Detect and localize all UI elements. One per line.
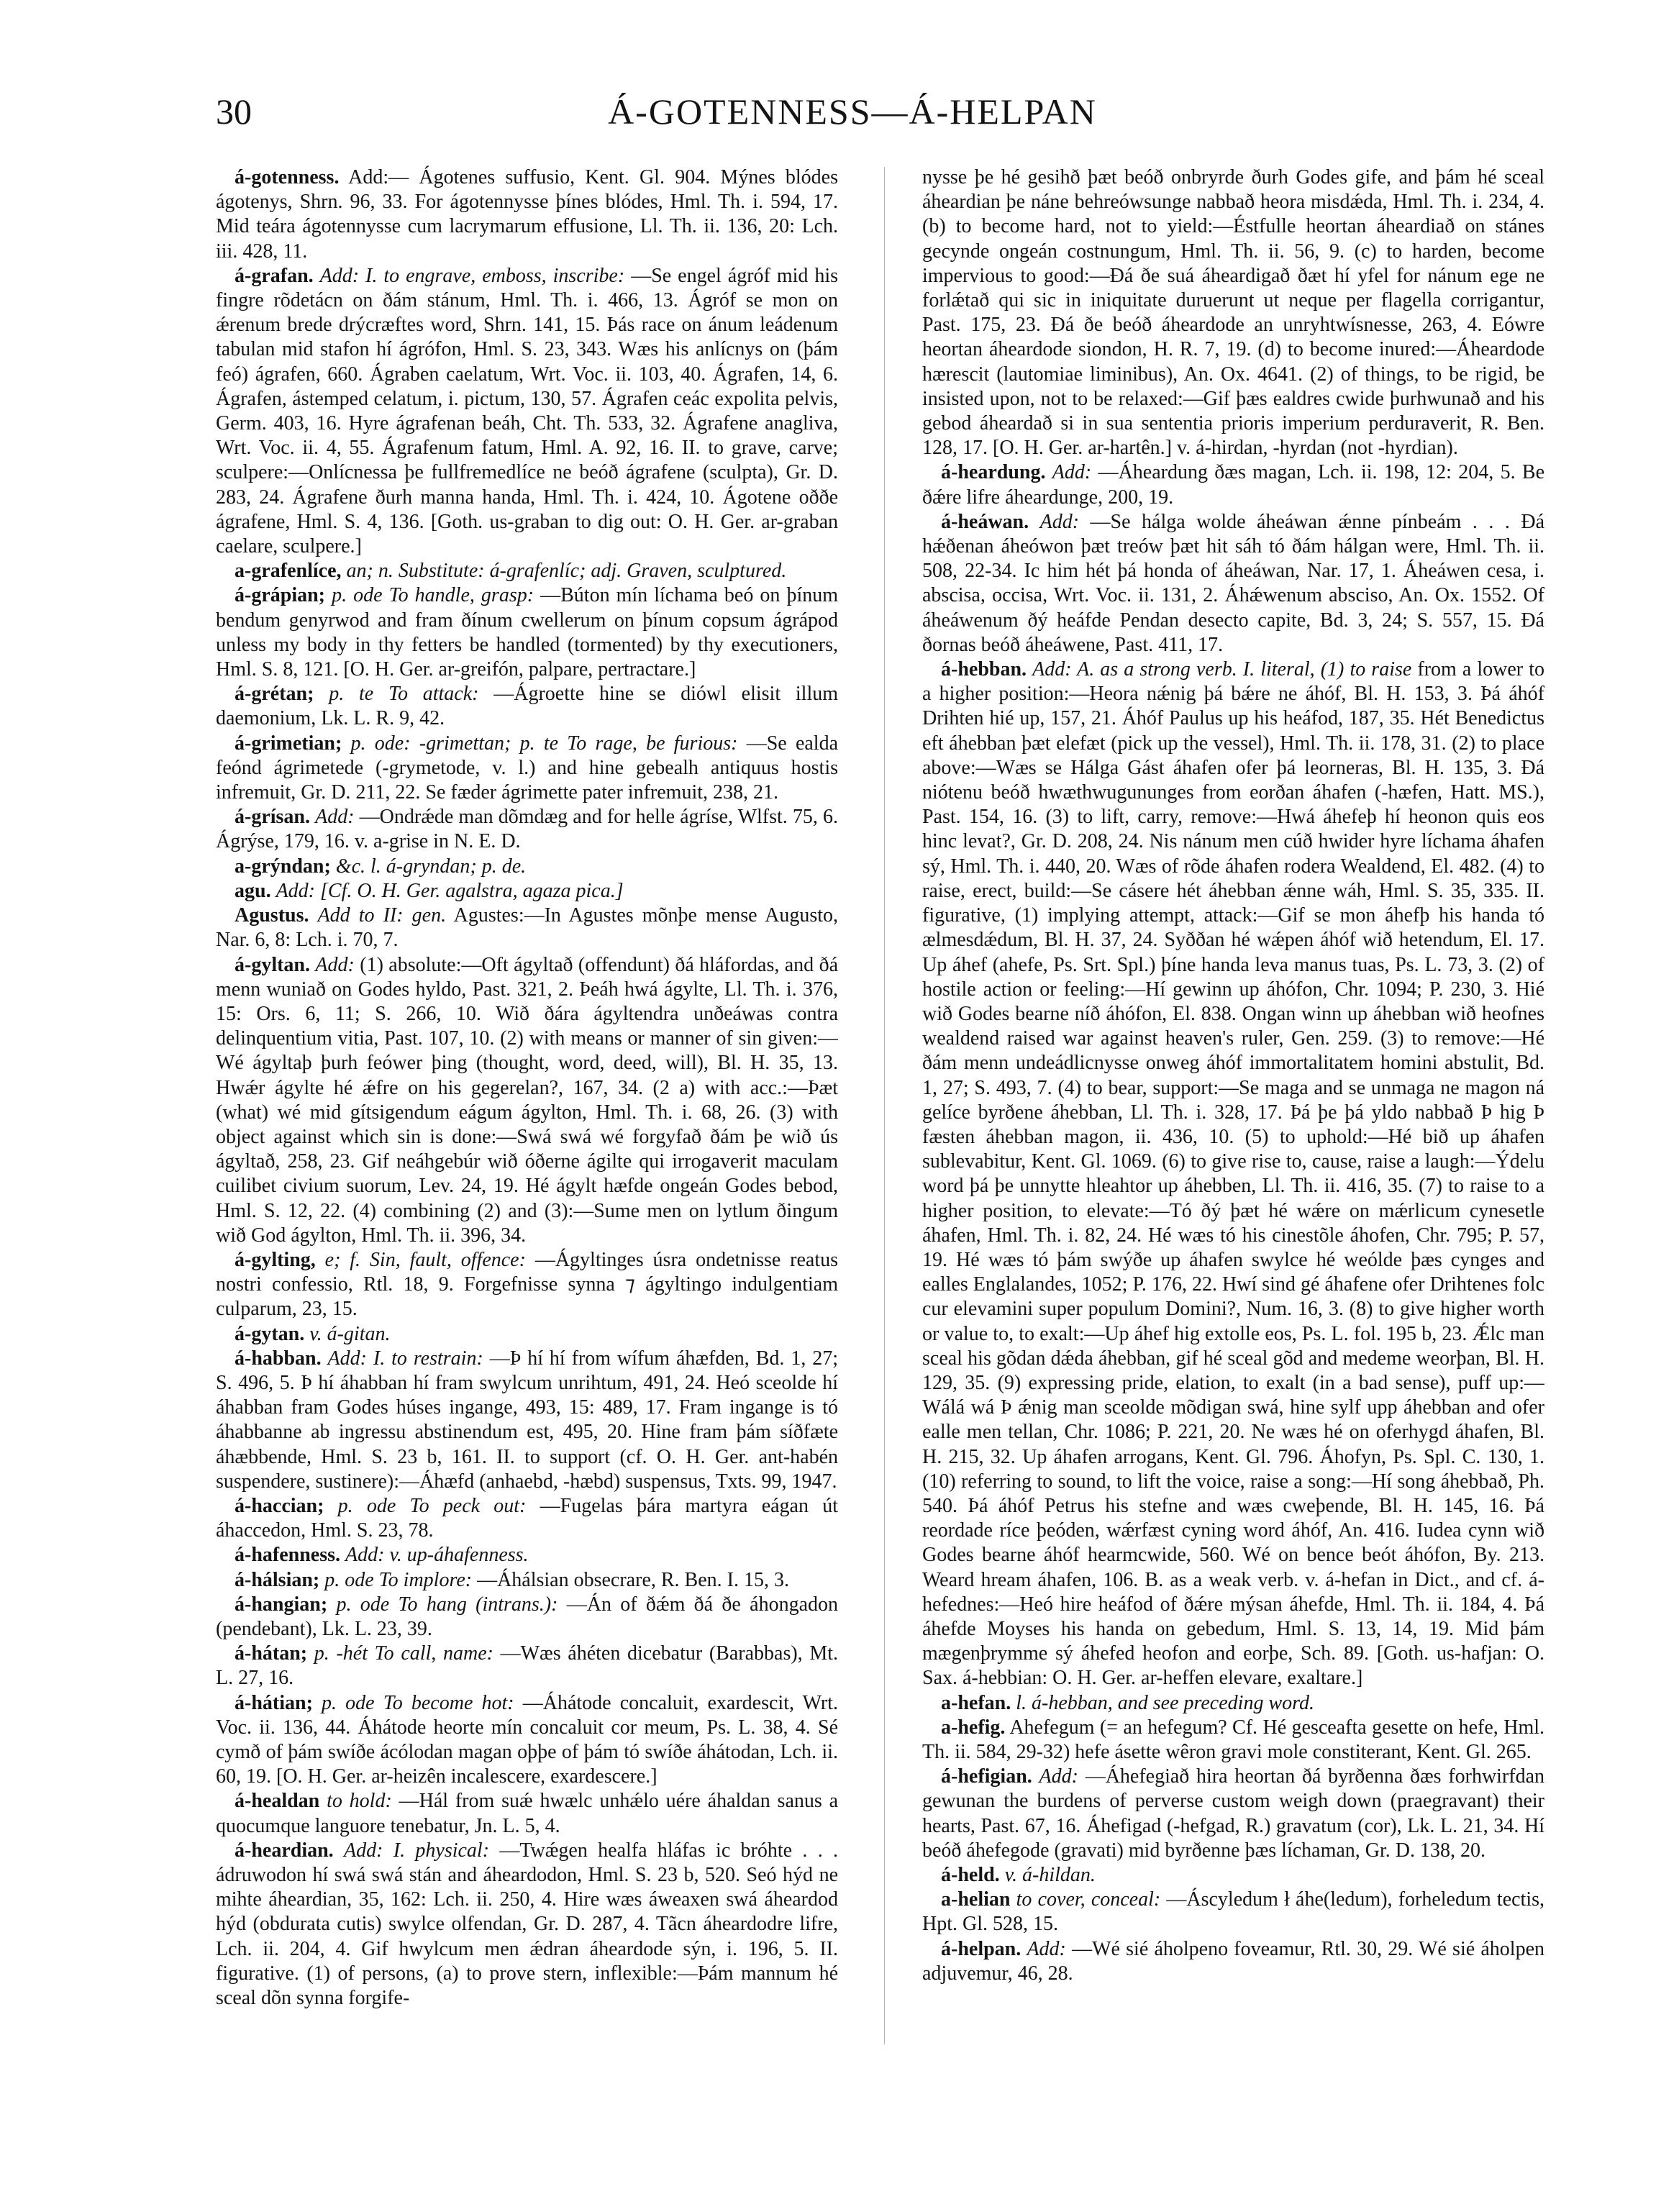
entry-headword: a-grýndan; (235, 855, 331, 878)
page-header (216, 91, 1489, 141)
entry-sense: Add to II: gen. (317, 904, 447, 927)
entry-text: —Twǽgen healfa hláfas ic bróhte . . . ádruwodon hí swá swá stán and áheardodon, Hml. S. 23 b, 520. Seó hýd ne mihte áheardian, 35, 162: Lch. ii. 250, 4. Hire wæs áweaxen swá áheardod hýd (obdurata cutis) swylce olfendan, Gr. D. 287, 4. Tãcn áheardodre lifre, Lch. ii. 204, 4. Gif hwylcum men ǽdran áheardode sýn, i. 196, 5. II. figurative. (1) of persons, (a) to prove stern, inflexible:—Þám mannum hé sceal dõn synna forgife- (216, 1839, 838, 2010)
entry-headword: á-grafan. (235, 264, 314, 287)
entry-sense: Add: (1039, 510, 1080, 533)
entry-sense: Add: (315, 806, 355, 829)
dictionary-entry (216, 1347, 838, 1494)
dictionary-entry (922, 510, 1544, 657)
entry-text: —Se ealda feónd ágrimetede (-grymetode, v. l.) and hine gebealh antiquus hostis infremuit, Gr. D. 211, 22. Se fæder ágrimette pater infremuit, 238, 21. (216, 732, 838, 804)
entry-text: —Áhátode concaluit, exardescit, Wrt. Voc. ii. 136, 44. Áhátode heorte mín concaluit cor meum, Ps. L. 38, 4. Sé cymð of þám swíðe ácólodan magan oþþe of þám tó swíðe áhátodan, Lch. ii. 60, 19. [O. H. Ger. ar-heizên incalescere, exardescere.] (216, 1691, 838, 1788)
entry-sense: Add: [Cf. O. H. Ger. agalstra, agaza pica.] (276, 879, 624, 902)
entry-headword: á-gyltan. (235, 953, 310, 976)
entry-headword: a-grafenlíce, (235, 560, 342, 583)
left-column (216, 165, 838, 2165)
entry-text: Ahefegum (= an hefegum? Cf. Hé gesceafta gesette on hefe, Hml. Th. ii. 584, 29-32) hefe ásette wêron gravi mole constiterant, Kent. Gl. 265. (922, 1716, 1544, 1763)
entry-text: from a lower to a higher position:—Heora nǽnig þá bǽre ne áhóf, Bl. H. 153, 3. Þá áhóf Drihten hié up, 157, 21. Áhóf Paulus up his heáfod, 187, 35. Hét Benedictus eft áhebban þæt elefæt (pick up the vessel), Hml. Th. ii. 178, 31. (2) to place above:—Wæs se Hálga Gást áhafen ofer þá leorneras, Bl. H. 135, 3. Ðá niótenu beóð hwæthwugununges from eorðan áhafen (-hæfen, Hatt. MS.), Past. 154, 16. (3) to lift, carry, remove:—Hwá áhefeþ hí heonon quis eos hinc levat?, Gr. D. 208, 24. Nis nánum men cúð hwider hyre líchama áhafen sý, Hml. Th. i. 440, 20. Wæs of rõde áhafen rodera Wealdend, El. 482. (4) to raise, erect, build:—Se cásere hét áhebban ǽnne wáh, Hml. S. 35, 335. II. figurative, (1) implying attempt, attack:—Gif se mon áhefþ his handa tó ælmesdǽdum, Bl. H. 37, 24. Syððan hé wǽpen áhóf wið hetendum, El. 17. Up áhef (ahefe, Ps. Srt. Spl.) þíne handa leva manus tuas, Ps. L. 73, 3. (2) of hostile action or feeling:—Hí gewinn up áhófon, Chr. 1094; P. 230, 3. Hié wið Godes bearne níð áhófon, El. 838. Ongan winn up áhebban wið heofnes wealdend raised war against heaven's ruler, Gen. 259. (3) to remove:—Hé ðám menn undeádlicnysse onweg áhóf immortalitatem homini abstulit, Bd. 1, 27; S. 493, 7. (4) to bear, support:—Se maga and se unmaga ne magon ná gelíce byrðene áhebban, Ll. Th. i. 328, 17. Þá þe þá yldo nabbað Þ hig Þ fæsten áhebban magon, ii. 436, 10. (5) to uphold:—Hé bið up áhafen sublevabitur, Kent. Gl. 1069. (6) to give rise to, cause, raise a laugh:—Ýdelu word þá þe unnytte hleahtor up áhebben, Ll. Th. ii. 416, 35. (7) to raise to a higher position, to elevate:—Tó ðý þæt hé wǽre on mǽrlicum cynesetle áhafen, Hml. Th. i. 82, 24. Hé wæs tó his cinestõle áhofen, Chr. 795; P. 57, 19. Hé wæs tó þám swýðe up áhafen swylce hé weólde þæs cynges and ealles Englalandes, 1052; P. 176, 22. Hwí sind gé áhafene ofer Drihtenes folc cur elevamini super populum Domini?, Num. 16, 3. (8) to give higher worth or value to, to exalt:—Up áhef hig extolle eos, Ps. L. fol. 195 b, 23. Ǽlc man sceal his gõdan dǽda áhebban, gif hé sceal gõd and medeme weorþan, Bl. H. 129, 35. (9) expressing pride, elation, to exalt (in a bad sense), puff up:—Wálá wá Þ ǽnig man sceolde mõdigan swá, hine sylf upp áhebban and ofer ealle men tellan, Chr. 1086; P. 221, 20. Ne wæs hé on oferhygd áhafen, Bl. H. 215, 32. Up áhafen arrogans, Kent. Gl. 796. Áhofyn, Ps. Spl. C. 130, 1. (10) referring to sound, to lift the voice, raise a song:—Hí song áhebbað, Ph. 540. Þá áhóf Petrus his stefne and wæs cweþende, Bl. H. 145, 16. Þá reordade ríce þeóden, wǽrfæst cyning word áhóf, An. 416. Iudea cynn wið Godes bearne áhóf hearmcwide, 560. Wé on bence beót áhófon, By. 213. Weard hream áhafen, 106. B. as a weak verb. v. á-hefan in Dict., and cf. á-hefednes:—Heó hire heáfod of ðǽre mýsan áhefde, Hml. Th. ii. 184, 4. Þá áhefde Moyses his handa on gebedum, Hml. S. 13, 14, 19. Mid þám mægenþrymme sý áhefed heofon and eorþe, Sch. 89. [Goth. us-hafjan: O. Sax. á-hebbian: O. H. Ger. ar-heffen elevare, exaltare.] (922, 658, 1544, 1690)
page-number: 30 (216, 91, 252, 132)
entry-headword: a-hefig. (941, 1716, 1006, 1739)
entry-text: —Án of ðǽm ðá ðe áhongadon (pendebant), Lk. L. 23, 39. (216, 1593, 838, 1640)
dictionary-entry (216, 1642, 838, 1690)
dictionary-entry (216, 904, 838, 952)
dictionary-entry (922, 1937, 1544, 1986)
entry-headword: á-hátian; (235, 1691, 313, 1714)
entry-text: Agustes:—In Agustes mõnþe mense Augusto, Nar. 6, 8: Lch. i. 70, 7. (216, 904, 838, 952)
entry-text: —Se hálga wolde áheáwan ǽnne pínbeám . . . Ðá hǽðenan áheówon þæt treów þæt hit sáh tó ðám hálgan were, Hml. Th. ii. 508, 22-34. Ic him hét þá honda of áheáwan, Nar. 17, 1. Áheáwen cesa, i. abscisa, occisa, Wrt. Voc. ii. 131, 2. Áhǽwenum absciso, An. Ox. 1552. Of áheáwenum ðý heáfde Pendan desecto capite, Bd. 3, 24; S. 557, 15. Ðá ðornas beóð áheáwene, Past. 411, 17. (922, 510, 1544, 656)
dictionary-entry (216, 1839, 838, 2011)
entry-sense: an; n. Substitute: á-grafenlíc; adj. Graven, sculptured. (346, 560, 787, 583)
entry-sense: p. ode To handle, grasp: (332, 584, 534, 607)
entry-headword: á-gylting, (235, 1248, 316, 1271)
entry-headword: á-grísan. (235, 806, 310, 829)
dictionary-entry (216, 1543, 838, 1567)
entry-text: —Se engel ágróf mid his fingre rõdetácn on ðám stánum, Hml. Th. i. 466, 13. Ágróf se mon on ǽrenum brede drýcræftes word, Shrn. 141, 15. Þás race on ánum leádenum tabulan mid stafon hí ágrófon, Hml. S. 23, 343. Wæs his anlícnys on (þám feó) ágrafen, 660. Ágraben caelatum, Wrt. Voc. ii. 103, 40. Ágrafen, 14, 6. Ágrafen, ástemped celatum, i. pictum, 130, 57. Ágrafen ceác expolita pelvis, Germ. 403, 16. Hyre ágrafenan beáh, Cht. Th. 533, 32. Ágrafene anagliva, Wrt. Voc. ii. 4, 55. Ágrafenum fatum, Hml. A. 92, 16. II. to grave, carve; sculpere:—Onlícnessa þe fullfremedlíce ne beóð ágrafene (sculpta), Gr. D. 283, 24. Ágrafene ðurh manna handa, Hml. Th. i. 424, 10. Ágotene oððe ágrafene, Hml. S. 4, 136. [Goth. us-graban to dig out: O. H. Ger. ar-graban caelare, sculpere.] (216, 264, 838, 558)
entry-sense: Add: A. as a strong verb. I. literal, (1) to raise (1032, 658, 1412, 681)
entry-text: —Þ hí hí from wífum áhæfden, Bd. 1, 27; S. 496, 5. Þ hí áhabban hí fram swylcum unrihtum, 491, 24. Heó sceolde hí áhabban fram Godes húses ingange, 493, 15: 489, 17. Fram ingange is tó áhabbanne ab ingressu abstinendum est, 495, 20. Hine fram þám síðfæte áhæbbende, Hml. S. 23 b, 161. II. to support (cf. O. H. Ger. ant-habén suspendere, sustinere):—Áhæfd (anhaebd, -hæbd) suspensus, Txts. 99, 1947. (216, 1347, 838, 1493)
dictionary-entry (922, 460, 1544, 509)
dictionary-entry (922, 1765, 1544, 1863)
entry-sense: Add: I. to restrain: (327, 1347, 483, 1370)
entry-sense: v. á-gitan. (309, 1322, 391, 1345)
entry-sense: Add: v. up-áhafenness. (345, 1544, 529, 1567)
dictionary-entry (216, 953, 838, 1248)
entry-headword: á-hefigian. (941, 1765, 1032, 1788)
entry-sense: v. á-hildan. (1004, 1864, 1096, 1887)
entry-text: —Wé sié áholpeno foveamur, Rtl. 30, 29. Wé sié áholpen adjuvemur, 46, 28. (922, 1937, 1544, 1985)
entry-headword: agu. (235, 879, 271, 902)
entry-sense: p. ode To implore: (324, 1568, 473, 1591)
entry-headword: á-held. (941, 1864, 1000, 1887)
dictionary-entry (216, 732, 838, 806)
entry-headword: á-gytan. (235, 1322, 305, 1345)
entry-sense: to hold: (327, 1790, 392, 1813)
entry-sense: Add: (1039, 1765, 1078, 1788)
dictionary-entry (922, 1716, 1544, 1765)
entry-headword: a-hefan. (941, 1691, 1011, 1714)
entry-text: —Ágyltinges úsra ondetnisse reatus nostri confessio, Rtl. 18, 9. Forgefnisse synna ⁊ ágyltingo indulgentiam culparum, 23, 15. (216, 1248, 838, 1321)
dictionary-entry (216, 583, 838, 682)
dictionary-entry (216, 879, 838, 904)
entry-sense: p. -hét To call, name: (314, 1642, 493, 1665)
entry-sense: Add: (315, 953, 355, 976)
entry-sense: Add: (1052, 461, 1092, 484)
entry-headword: á-grápian; (235, 584, 325, 607)
entry-headword: á-grétan; (235, 683, 314, 706)
entry-headword: á-hebban. (941, 658, 1027, 681)
dictionary-entry (216, 1789, 838, 1838)
entry-headword: á-gotenness. (235, 166, 340, 188)
dictionary-entry (216, 805, 838, 854)
entry-sense: p. ode To hang (intrans.): (336, 1593, 558, 1616)
dictionary-entry (216, 165, 838, 264)
entry-text: Add:— Ágotenes suffusio, Kent. Gl. 904. Mýnes blódes ágotenys, Shrn. 96, 33. For ágotennysse þínes blódes, Hml. Th. i. 594, 17. Mid teára ágotennysse cum lacrymarum effusione, Ll. Th. ii. 136, 20: Lch. iii. 428, 11. (216, 166, 838, 263)
entry-text: (1) absolute:—Oft ágyltað (offendunt) ðá hláfordas, and ðá menn wuniað on Godes hyldo, Past. 321, 2. Þeáh hwá ágylte, Ll. Th. i. 376, 15: Ors. 6, 11; S. 266, 10. Wið ðára ágyltendra unðeáwas contra delinquentium vitia, Past. 107, 10. (2) with means or manner of sin given:—Wé ágyltaþ þurh feówer þing (thought, word, deed, will), Bl. H. 35, 13. Hwǽr ágylte hé ǽfre on his gegerelan?, 167, 34. (2 a) with acc.:—Þæt (what) wé mid gítsigendum eágum ágylton, Hml. Th. i. 68, 26. (3) with object against which sin is done:—Swá swá wé forgyfað ðám þe wið ús ágyltað, 258, 23. Gif neáhgebúr wið óðerne ágilte qui irrogaverit maculam cuilibet civium suorum, Lev. 24, 19. Hé ágylt hæfde ongeán Godes bebod, Hml. S. 12, 22. (4) combining (2) and (3):—Sume men on lytlum ðingum wið God ágylton, Hml. Th. ii. 396, 34. (216, 953, 838, 1247)
entry-sense: to cover, conceal: (1016, 1888, 1161, 1911)
dictionary-entry (216, 559, 838, 583)
entry-sense: p. te To attack: (329, 683, 479, 706)
entry-sense: e; f. Sin, fault, offence: (324, 1248, 526, 1271)
dictionary-entry (922, 657, 1544, 1691)
dictionary-entry (216, 1593, 838, 1642)
dictionary-entry (922, 1691, 1544, 1716)
entry-headword: á-heardung. (941, 461, 1046, 484)
dictionary-entry (216, 1248, 838, 1322)
entry-headword: á-hálsian; (235, 1568, 320, 1591)
entry-text: —Áhefegiað hira heortan ðá byrðenna ðæs forhwirfdan gewunan the burdens of perverse custom weigh down (praegravant) their hearts, Past. 67, 16. Áhefigad (-hefgad, R.) gravatum (cor), Lk. L. 21, 34. Hí beóð áhefegode (gravati) mid byrðenne þæs líchaman, Gr. D. 138, 20. (922, 1765, 1544, 1862)
entry-headword: á-hangian; (235, 1593, 328, 1616)
entry-sense: &c. l. á-gryndan; p. de. (335, 855, 527, 878)
entry-text: —Fugelas þára martyra eágan út áhaccedon, Hml. S. 23, 78. (216, 1494, 838, 1542)
entry-text: —Ágroette hine se diówl elisit illum daemonium, Lk. L. R. 9, 42. (216, 683, 838, 730)
dictionary-entry (922, 1863, 1544, 1888)
dictionary-entry (216, 1494, 838, 1543)
entry-headword: á-hafenness. (235, 1544, 341, 1567)
dictionary-entry (216, 1568, 838, 1593)
entry-headword: á-haccian; (235, 1494, 324, 1517)
entry-text: nysse þe hé gesihð þæt beóð onbryrde ðurh Godes gife, and þám hé sceal áheardian þe náne behreówsunge nabbað heora misdǽda, Hml. Th. i. 234, 4. (b) to become hard, not to yield:—Éstfulle heortan áheardiað on stánes gecynde ongeán costnungum, Hml. Th. ii. 56, 9. (c) to harden, become impervious to good:—Ðá ðe suá áheardigað ðæt hí yfel for nánum ege ne forlǽtað qui sic in iniquitate duruerunt ut neque per flagella corrigantur, Past. 175, 23. Ðá ðe beóð áheardode an unryhtwísnesse, 263, 4. Eówre heortan áheardode siondon, H. R. 7, 19. (d) to become inured:—Áheardode hærescit (lautomiae liminibus), An. Ox. 4641. (2) of things, to be rigid, be insisted upon, not to be relaxed:—Gif þæs ealdres cwide þurhwunað and his gebod áheardað si in sua sententia prioris imperium perduraverit, R. Ben. 128, 17. [O. H. Ger. ar-hartên.] v. á-hirdan, -hyrdan (not -hyrdian). (922, 166, 1544, 460)
entry-headword: á-healdan (235, 1790, 320, 1813)
dictionary-entry (922, 165, 1544, 460)
entry-text: —Ondrǽde man dõmdæg and for helle ágríse, Wlfst. 75, 6. Ágrýse, 179, 16. v. a-grise in N. E. D. (216, 806, 838, 853)
entry-text: —Wæs áhéten dicebatur (Barabbas), Mt. L. 27, 16. (216, 1642, 838, 1690)
entry-text: —Búton mín líchama beó on þínum bendum genyrwod and fram ðínum cwellerum on þínum copsum ágrápod unless my body in thy fetters be handled (tormented) by thy executioners, Hml. S. 8, 121. [O. H. Ger. ar-greifón, palpare, pertractare.] (216, 584, 838, 681)
entry-headword: á-grimetian; (235, 732, 342, 755)
column-divider (884, 167, 885, 2044)
entry-sense: Add: I. physical: (344, 1839, 490, 1862)
entry-headword: á-habban. (235, 1347, 322, 1370)
dictionary-entry (216, 1691, 838, 1790)
entry-sense: p. ode To peck out: (337, 1494, 527, 1517)
entry-sense: p. ode: -grimettan; p. te To rage, be furious: (350, 732, 738, 755)
right-column (922, 165, 1544, 2165)
dictionary-entry (216, 1322, 838, 1347)
entry-headword: á-heardian. (235, 1839, 334, 1862)
entry-headword: á-heáwan. (941, 510, 1029, 533)
running-head: Á-GOTENNESS—Á-HELPAN (608, 91, 1097, 132)
entry-text: —Áscyledum ł áhe(ledum), forheledum tectis, Hpt. Gl. 528, 15. (922, 1888, 1544, 1936)
entry-sense: l. á-hebban, and see preceding word. (1016, 1691, 1314, 1714)
entry-text: —Áhálsian obsecrare, R. Ben. I. 15, 3. (477, 1568, 789, 1591)
entry-sense: p. ode To become hot: (322, 1691, 514, 1714)
dictionary-entry (216, 682, 838, 731)
dictionary-entry (922, 1888, 1544, 1936)
entry-sense: Add: I. to engrave, emboss, inscribe: (319, 264, 625, 287)
entry-headword: a-helian (941, 1888, 1011, 1911)
entry-headword: á-hátan; (235, 1642, 308, 1665)
dictionary-entry (216, 264, 838, 559)
entry-sense: Add: (1027, 1937, 1066, 1960)
entry-text: —Hál from suǽ hwælc unhǽlo uére áhaldan sanus a quocumque languore tenebatur, Jn. L. 5, 4. (216, 1790, 838, 1837)
entry-headword: á-helpan. (941, 1937, 1021, 1960)
entry-text: —Áheardung ðæs magan, Lch. ii. 198, 12: 204, 5. Be ðǽre lifre áheardunge, 200, 19. (922, 461, 1544, 509)
entry-headword: Agustus. (235, 904, 309, 927)
dictionary-entry (216, 855, 838, 879)
